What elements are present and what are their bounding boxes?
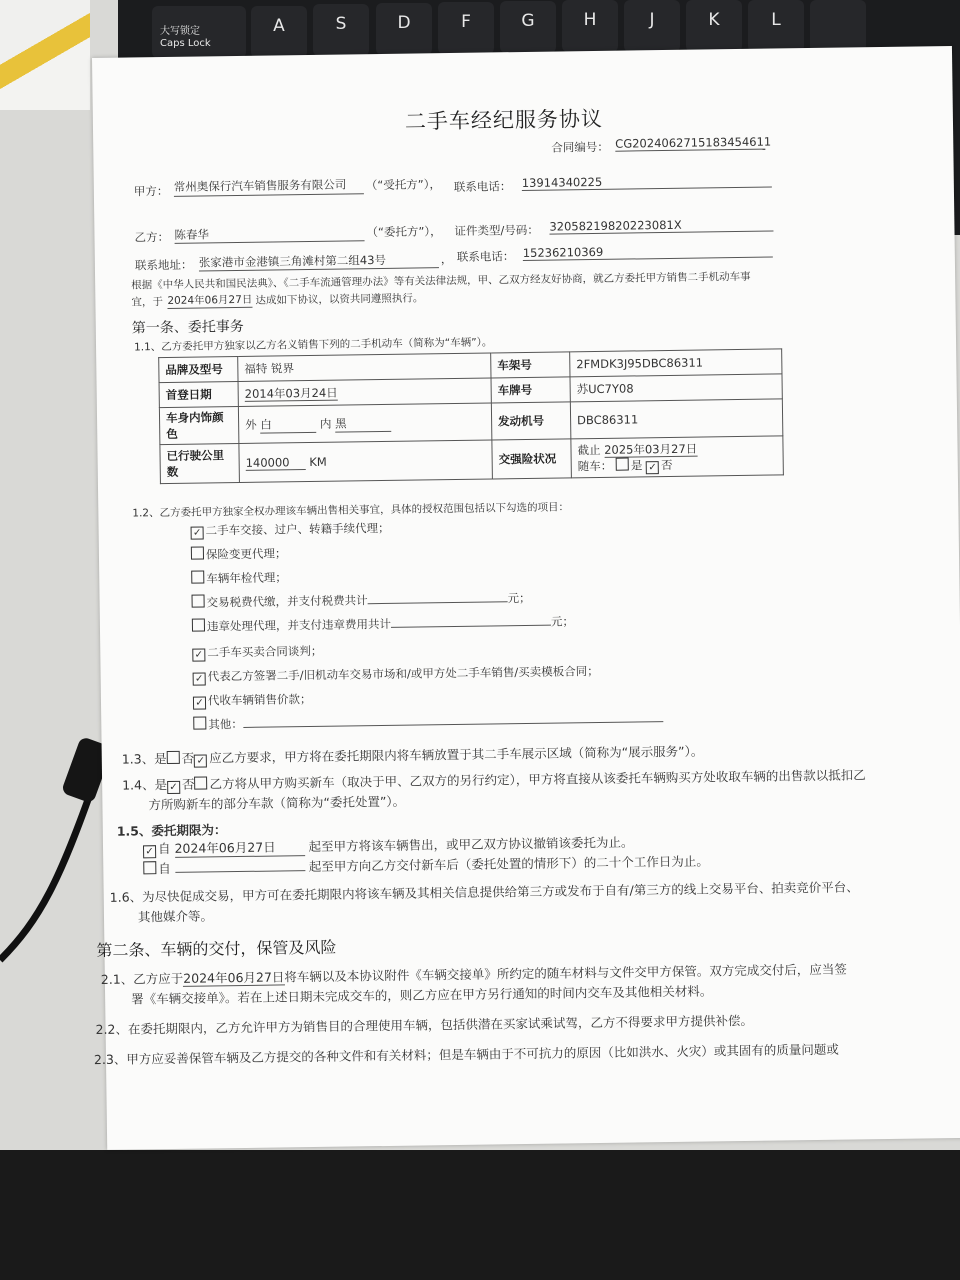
party-b-tag: （“委托方”），: [366, 224, 442, 240]
address-end: ，: [440, 251, 453, 267]
ins-until-label: 截止: [577, 442, 601, 457]
clause-2-1-post: 将车辆以及本协议附件《车辆交接单》所约定的随车材料与文件交甲方保管。双方完成交付后，应当签: [284, 961, 847, 985]
with-car-label: 随车：: [577, 458, 613, 473]
option-9-checkbox[interactable]: [193, 716, 206, 729]
clause-1-5-b-checkbox[interactable]: [143, 861, 156, 874]
key-label: H: [583, 10, 597, 30]
option-5-checkbox[interactable]: [192, 618, 205, 631]
key-label: J: [649, 10, 655, 30]
intro-date: 2024年06月27日: [167, 293, 253, 307]
insurance-cell: [571, 436, 784, 478]
option-5: [192, 613, 574, 634]
article-1-title: 第一条、委托事务: [131, 318, 244, 337]
option-9-label: 其他：: [208, 716, 243, 732]
clause-1-4-no-checkbox[interactable]: [194, 776, 207, 789]
clause-2-1-date: 2024年06月27日: [183, 969, 285, 986]
vin-label: 车架号: [491, 352, 570, 378]
clause-2-2: 2.2、在委托期限内，乙方允许甲方为销售目的合理使用车辆，包括供潜在买家试乘试驾，乙方不得要求甲方提供补偿。: [95, 1012, 753, 1038]
with-car-no-label: 否: [660, 457, 673, 472]
option-7-checkbox[interactable]: ✓: [193, 672, 206, 685]
contract-no-label: 合同编号：: [551, 139, 609, 155]
option-7-label: 代表乙方签署二手/旧机动车交易市场和/或甲方处二手车销售/买卖模板合同；: [207, 663, 599, 684]
mileage-cell: [239, 440, 493, 483]
party-a-tag: （“受托方”），: [365, 177, 442, 193]
party-b-id: 32058219820223081X: [549, 217, 773, 235]
option-9: [193, 710, 663, 733]
clause-1-5-b-post: 起至甲方向乙方交付新车后（委托处置的情形下）的二十个工作日为止。: [308, 853, 709, 875]
party-b-phone-label: 联系电话：: [456, 249, 515, 264]
party-b-label: 乙方：: [134, 229, 170, 245]
clause-1-4-post: 乙方将从甲方购买新车（取决于甲、乙双方的另行约定），甲方将直接从该委托车辆购买方处收取车辆的出售款以抵扣乙: [209, 767, 866, 792]
option-7: [193, 663, 599, 686]
article-2-title: 第二条、车辆的交付，保管及风险: [96, 937, 337, 961]
clause-1-4-yes-checkbox[interactable]: ✓: [167, 781, 180, 794]
plate-label: 车牌号: [491, 377, 570, 403]
clause-2-3: 2.3、甲方应妥善保管车辆及乙方提交的各种文件和有关材料；但是车辆由于不可抗力的原因（比如洪水、火灾）或其固有的质量问题或: [93, 1041, 839, 1068]
key-d: [376, 3, 432, 55]
reg-date-label: 首登日期: [159, 381, 238, 407]
clause-1-4-pre: 1.4、是: [122, 777, 168, 793]
ext-color: 白: [260, 415, 316, 433]
key-j: [624, 0, 680, 52]
option-2: [191, 545, 287, 562]
mileage-value: 140000: [246, 455, 306, 471]
option-6: [192, 643, 322, 662]
clause-1-3-post: 应乙方要求，甲方将在委托期限内将车辆放置于其二手车展示区域（简称为“展示服务”）。: [209, 743, 704, 766]
with-car-no-checkbox[interactable]: ✓: [646, 461, 659, 474]
key-a: [251, 6, 307, 58]
option-5-label: 违章处理代理，并支付违章费用共计: [206, 616, 392, 634]
clause-1-5-b-pre: 自: [158, 860, 171, 877]
party-a-phone: 13914340225: [522, 173, 772, 191]
ext-label: 外: [245, 417, 257, 432]
address: 张家港市金港镇三角滩村第二组43号: [199, 251, 439, 271]
party-b-id-label: 证件类型/号码：: [454, 222, 539, 238]
caps-lock-label-en: Caps Lock: [160, 38, 211, 49]
reg-date-value: 2014年03月24日: [244, 385, 338, 401]
option-6-label: 二手车买卖合同谈判；: [207, 643, 323, 660]
option-8: [193, 691, 312, 710]
intro-line-1: 根据《中华人民共和国民法典》、《二手车流通管理办法》等有关法律法规，甲、乙双方经友好协商，就乙方委托甲方销售二手机动车事: [131, 270, 751, 292]
clause-2-1-pre: 2.1、乙方应于: [100, 970, 184, 987]
option-1-label: 二手车交接、过户、转籍手续代理；: [205, 520, 390, 538]
option-2-checkbox[interactable]: [191, 546, 204, 559]
key-label: S: [335, 14, 347, 34]
key-l: [748, 0, 804, 52]
party-b-phone: 15236210369: [523, 243, 773, 261]
key-h: [562, 0, 618, 52]
ins-until-date: 2025年03月27日: [604, 441, 698, 457]
clause-1-1: 1.1、乙方委托甲方独家以乙方名义销售下列的二手机动车（简称为“车辆”）。: [133, 336, 493, 354]
insurance-label: 交强险状况: [492, 439, 572, 479]
key-label: F: [461, 12, 471, 32]
vin-value: 2FMDK3J95DBC86311: [570, 349, 782, 377]
option-8-label: 代收车辆销售价款；: [207, 691, 312, 708]
brand-value: 福特 锐界: [238, 353, 491, 382]
engine-label: 发动机号: [491, 402, 571, 440]
option-1: [190, 520, 389, 540]
party-b-name: 陈春华: [174, 224, 364, 244]
clause-1-3-pre: 1.3、是: [121, 751, 167, 767]
clause-1-6-line-2: 其他媒介等。: [137, 908, 214, 925]
key-semicolon: [810, 0, 866, 52]
caps-lock-key: [152, 6, 246, 58]
key-label: G: [521, 11, 535, 31]
clause-1-3-no-checkbox[interactable]: ✓: [194, 754, 207, 767]
clause-1-3: [122, 742, 704, 769]
plate-value: 苏UC7Y08: [570, 374, 782, 402]
clause-1-4-mid: 否: [181, 776, 195, 792]
caps-lock-label-cn: 大写锁定: [160, 26, 200, 37]
option-6-checkbox[interactable]: ✓: [192, 648, 205, 661]
option-1-checkbox[interactable]: ✓: [191, 526, 204, 539]
intro-line-2-post: 达成如下协议，以资共同遵照执行。: [255, 292, 424, 307]
reg-date-cell: [238, 378, 491, 407]
clause-1-2: 1.2、乙方委托甲方独家全权办理该车辆出售相关事宜，具体的授权范围包括以下勾选的项目：: [132, 501, 570, 520]
option-4-suffix: 元；: [507, 590, 531, 606]
option-8-checkbox[interactable]: ✓: [193, 696, 206, 709]
clause-2-1-line-2: 署《车辆交接单》。若在上述日期未完成交车的，则乙方应在甲方另行通知的时间内交车及其他相关材料。: [131, 983, 713, 1007]
clause-1-4: [122, 765, 866, 794]
mileage-unit: KM: [309, 454, 327, 469]
key-label: K: [708, 10, 720, 30]
document-title: 二手车经纪服务协议: [404, 106, 604, 134]
clause-1-6-line-1: 1.6、为尽快促成交易，甲方可在委托期限内将该车辆及其相关信息提供给第三方或发布于自有/第三方的线上交易平台、拍卖竞价平台、: [109, 879, 859, 905]
contract-paper: [92, 46, 960, 1150]
color-label: 车身内饰颜色: [159, 406, 239, 444]
address-label: 联系地址：: [134, 257, 193, 273]
mileage-label: 已行驶公里数: [160, 443, 240, 483]
vehicle-table: [158, 348, 784, 484]
party-a-name: 常州奥保行汽车销售服务有限公司: [174, 176, 364, 197]
clause-1-4-line-2: 方所购新车的部分车款（简称为“委托处置”）。: [148, 793, 406, 813]
option-2-label: 保险变更代理；: [205, 546, 287, 562]
option-5-suffix: 元；: [550, 614, 575, 629]
party-a-phone-label: 联系电话：: [453, 179, 512, 194]
key-g: [500, 1, 556, 53]
color-cell: [238, 403, 491, 444]
key-k: [686, 0, 742, 52]
option-4: [192, 590, 531, 611]
key-f: [438, 2, 494, 54]
clause-1-5-a-date: 2024年06月27日: [174, 837, 304, 858]
key-label: A: [273, 16, 285, 36]
clause-1-3-yes-checkbox[interactable]: [167, 751, 180, 764]
int-label: 内: [319, 416, 332, 431]
int-color: 黑: [335, 414, 391, 432]
desk-bottom: [0, 1150, 960, 1280]
with-car-yes-label: 是: [630, 457, 643, 473]
party-a-label: 甲方：: [133, 183, 169, 199]
option-3-checkbox[interactable]: [191, 570, 204, 583]
pen: [0, 0, 90, 110]
clause-1-5-title: 1.5、委托期限为：: [116, 822, 227, 839]
option-4-checkbox[interactable]: [192, 594, 205, 607]
with-car-yes-checkbox[interactable]: [616, 457, 629, 470]
intro-line-2-pre: 宜，于: [131, 296, 163, 309]
clause-1-5-a-checkbox[interactable]: ✓: [143, 845, 156, 858]
engine-value: DBC86311: [570, 399, 782, 439]
clause-1-3-mid: 否: [181, 750, 195, 766]
clause-1-5-a-post: 起至甲方将该车辆售出，或甲乙双方协议撤销该委托为止。: [308, 834, 634, 855]
contract-no: CG2024062715183454611: [615, 134, 772, 151]
key-label: L: [771, 10, 781, 30]
key-label: D: [397, 13, 411, 33]
option-3: [191, 569, 287, 586]
clause-2-1: [101, 960, 847, 988]
key-s: [313, 4, 369, 56]
option-4-label: 交易税费代缴，并支付税费共计: [206, 593, 368, 610]
option-3-label: 车辆年检代理；: [206, 570, 287, 586]
brand-label: 品牌及型号: [159, 356, 238, 382]
clause-1-5-a-pre: 自: [157, 840, 171, 857]
